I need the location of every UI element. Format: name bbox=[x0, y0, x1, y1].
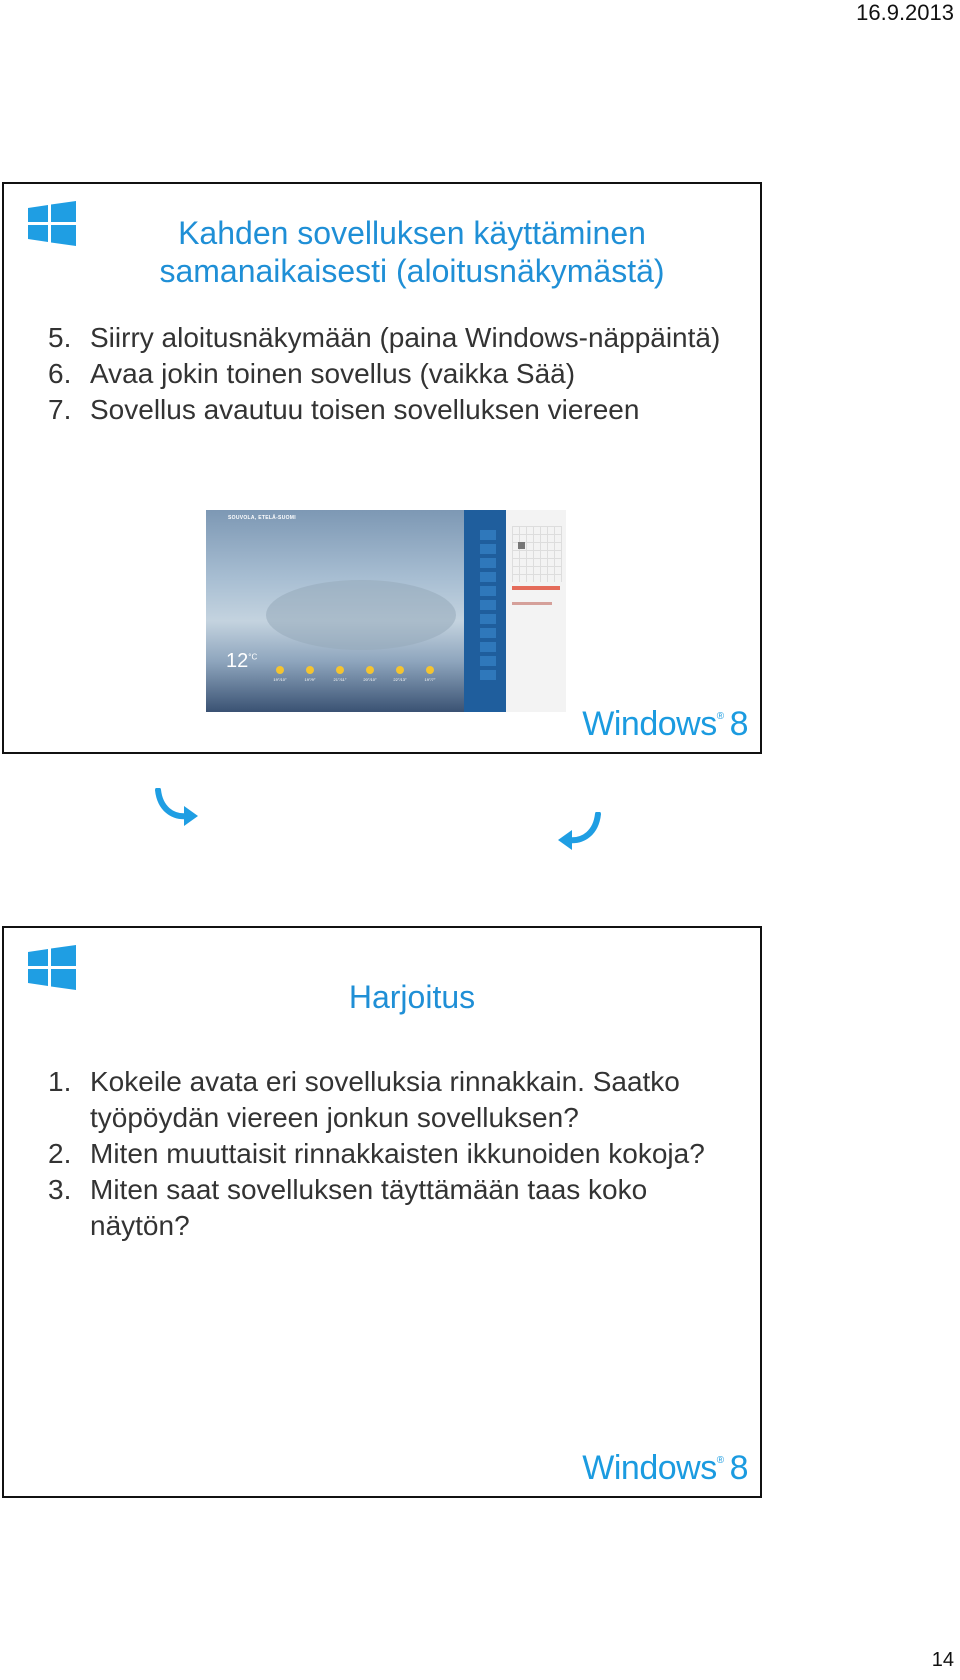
exercise-text: Miten muuttaisit rinnakkaisten ikkunoiden kokoja? bbox=[90, 1138, 705, 1169]
slide-title: Harjoitus bbox=[348, 979, 476, 1015]
sidebar-row bbox=[480, 544, 496, 554]
exercise-number: 3. bbox=[48, 1174, 72, 1205]
calendar-selected-day bbox=[518, 542, 525, 549]
sidebar-row bbox=[480, 628, 496, 638]
exercise-item bbox=[48, 1136, 730, 1172]
step-number: 6. bbox=[48, 358, 72, 389]
sun-icon bbox=[396, 666, 404, 674]
calendar-grid bbox=[512, 526, 562, 582]
sun-icon bbox=[276, 666, 284, 674]
exercise-number: 1. bbox=[48, 1066, 72, 1097]
sidebar-row bbox=[480, 530, 496, 540]
weather-city: SOUVOLA, ETELÄ-SUOMI bbox=[228, 515, 296, 521]
forecast-day bbox=[270, 660, 290, 682]
forecast-day bbox=[300, 660, 320, 682]
trademark-mark: ® bbox=[716, 711, 724, 722]
temperature-unit: °C bbox=[248, 652, 258, 662]
calendar-app-panel bbox=[506, 510, 566, 712]
sun-icon bbox=[306, 666, 314, 674]
calendar-event bbox=[512, 602, 552, 605]
exercise-number: 2. bbox=[48, 1138, 72, 1169]
sun-icon bbox=[426, 666, 434, 674]
forecast-value: 19°/7° bbox=[424, 677, 436, 682]
exercise-text: Miten saat sovelluksen täyttämään taas koko näytön? bbox=[90, 1174, 648, 1241]
step-text: Avaa jokin toinen sovellus (vaikka Sää) bbox=[90, 358, 576, 389]
step-item bbox=[48, 320, 730, 356]
sidebar-row bbox=[480, 656, 496, 666]
weather-app-panel bbox=[206, 510, 506, 712]
windows-8-brand bbox=[582, 1449, 748, 1488]
page-number: 14 bbox=[931, 1649, 954, 1671]
sidebar-row bbox=[480, 572, 496, 582]
sidebar-row bbox=[480, 600, 496, 610]
weather-temperature bbox=[226, 650, 257, 673]
forecast-day bbox=[360, 660, 380, 682]
step-number: 5. bbox=[48, 322, 72, 353]
forecast-row bbox=[270, 660, 440, 682]
slide-title: Kahden sovelluksen käyttäminen samanaikaisesti (aloitusnäkymästä) bbox=[159, 215, 665, 289]
sun-icon bbox=[366, 666, 374, 674]
curved-arrow-icon bbox=[154, 788, 200, 828]
forecast-value: 19°/9° bbox=[304, 677, 316, 682]
forecast-day bbox=[390, 660, 410, 682]
sidebar-row bbox=[480, 614, 496, 624]
forecast-day bbox=[330, 660, 350, 682]
forecast-day bbox=[420, 660, 440, 682]
sidebar-row bbox=[480, 586, 496, 596]
calendar-event bbox=[512, 586, 560, 590]
windows-logo-icon bbox=[26, 944, 82, 992]
temperature-value: 12 bbox=[226, 650, 249, 672]
trademark-mark: ® bbox=[716, 1455, 724, 1466]
sidebar-row bbox=[480, 670, 496, 680]
slide-1 bbox=[2, 182, 762, 754]
split-screen-screenshot bbox=[206, 510, 566, 712]
sidebar-row bbox=[480, 642, 496, 652]
step-item bbox=[48, 356, 730, 392]
forecast-value: 20°/10° bbox=[363, 677, 377, 682]
windows-8-brand bbox=[582, 705, 748, 744]
exercise-item bbox=[48, 1064, 730, 1136]
sun-icon bbox=[336, 666, 344, 674]
exercise-text: Kokeile avata eri sovelluksia rinnakkain. Saatko työpöydän viereen jonkun sovelluksen? bbox=[90, 1066, 680, 1133]
curved-arrow-icon bbox=[556, 812, 602, 852]
slide-2 bbox=[2, 926, 762, 1498]
forecast-value: 22°/13° bbox=[393, 677, 407, 682]
fog-background bbox=[266, 580, 456, 650]
step-number: 7. bbox=[48, 394, 72, 425]
forecast-value: 19°/10° bbox=[273, 677, 287, 682]
brand-name: Windows bbox=[582, 1449, 717, 1487]
exercise-item bbox=[48, 1172, 730, 1244]
step-item bbox=[48, 392, 730, 428]
windows-logo-icon bbox=[26, 200, 82, 248]
forecast-value: 21°/11° bbox=[333, 677, 347, 682]
step-text: Sovellus avautuu toisen sovelluksen viereen bbox=[90, 394, 640, 425]
brand-version: 8 bbox=[729, 1449, 748, 1487]
step-text: Siirry aloitusnäkymään (paina Windows-näppäintä) bbox=[90, 322, 721, 353]
page-date: 16.9.2013 bbox=[856, 0, 954, 25]
steps-list bbox=[48, 320, 730, 428]
sidebar-row bbox=[480, 558, 496, 568]
exercise-list bbox=[48, 1064, 730, 1244]
brand-version: 8 bbox=[729, 705, 748, 743]
app-sidebar bbox=[464, 510, 506, 712]
brand-name: Windows bbox=[582, 705, 717, 743]
